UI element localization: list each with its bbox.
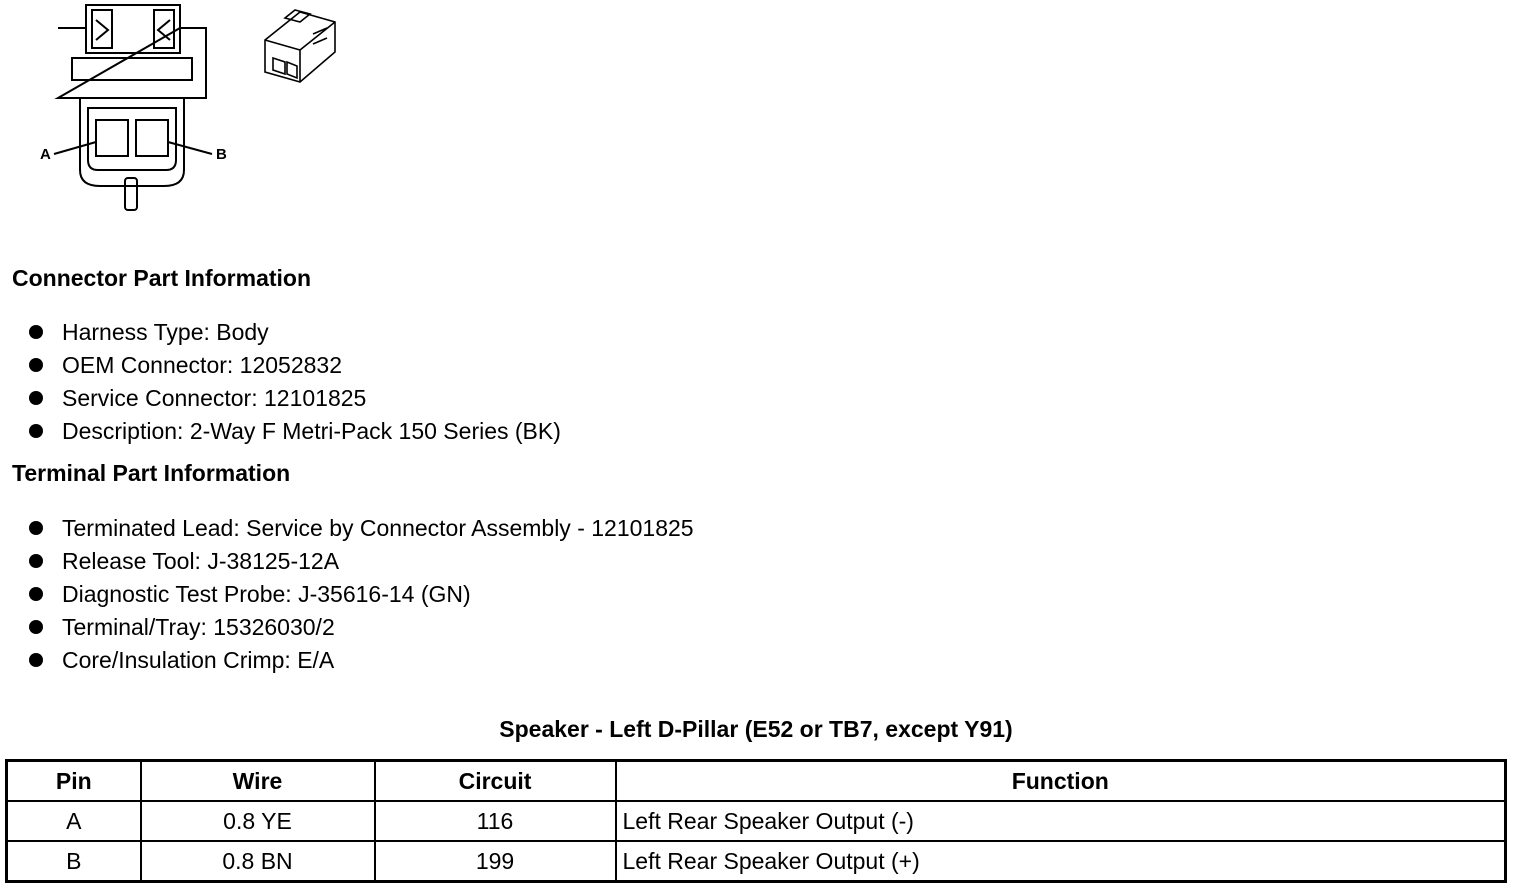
column-header-circuit: Circuit [375, 761, 616, 802]
column-header-function: Function [616, 761, 1506, 802]
list-item [0, 512, 694, 545]
connector-isometric-diagram [255, 0, 350, 90]
table-row [7, 801, 1506, 841]
bullet-icon [29, 620, 43, 634]
cell-wire: 0.8 YE [141, 801, 375, 841]
bullet-icon [29, 325, 43, 339]
cell-function: Left Rear Speaker Output (-) [616, 801, 1506, 841]
connector-face-diagram [0, 0, 240, 220]
pin-a-callout: A [40, 146, 51, 163]
pin-table [5, 759, 1507, 883]
bullet-icon [29, 521, 43, 535]
list-item-text: Core/Insulation Crimp: E/A [62, 647, 335, 673]
cell-circuit: 199 [375, 841, 616, 882]
cell-circuit: 116 [375, 801, 616, 841]
table-header-row [7, 761, 1506, 802]
cell-pin: A [7, 801, 141, 841]
column-header-pin: Pin [7, 761, 141, 802]
connector-part-info-list [0, 316, 561, 448]
list-item-text: Diagnostic Test Probe: J-35616-14 (GN) [62, 581, 471, 607]
list-item-text: Description: 2-Way F Metri-Pack 150 Series (BK) [62, 418, 561, 444]
list-item [0, 545, 694, 578]
list-item [0, 415, 561, 448]
list-item [0, 349, 561, 382]
list-item [0, 382, 561, 415]
table-row [7, 841, 1506, 882]
pin-table-title: Speaker - Left D-Pillar (E52 or TB7, except Y91) [499, 716, 1013, 742]
terminal-part-info-heading: Terminal Part Information [12, 460, 291, 486]
bullet-icon [29, 554, 43, 568]
list-item [0, 644, 694, 677]
list-item-text: Terminated Lead: Service by Connector Assembly - 12101825 [62, 515, 694, 541]
column-header-wire: Wire [141, 761, 375, 802]
list-item-text: Harness Type: Body [62, 319, 269, 345]
bullet-icon [29, 587, 43, 601]
bullet-icon [29, 424, 43, 438]
connector-part-info-heading: Connector Part Information [12, 265, 312, 291]
bullet-icon [29, 653, 43, 667]
list-item-text: Release Tool: J-38125-12A [62, 548, 340, 574]
list-item-text: OEM Connector: 12052832 [62, 352, 343, 378]
terminal-part-info-list [0, 512, 694, 677]
list-item [0, 611, 694, 644]
cell-wire: 0.8 BN [141, 841, 375, 882]
list-item [0, 316, 561, 349]
cell-function: Left Rear Speaker Output (+) [616, 841, 1506, 882]
list-item [0, 578, 694, 611]
bullet-icon [29, 391, 43, 405]
list-item-text: Terminal/Tray: 15326030/2 [62, 614, 335, 640]
list-item-text: Service Connector: 12101825 [62, 385, 367, 411]
bullet-icon [29, 358, 43, 372]
pin-b-callout: B [216, 146, 227, 163]
cell-pin: B [7, 841, 141, 882]
